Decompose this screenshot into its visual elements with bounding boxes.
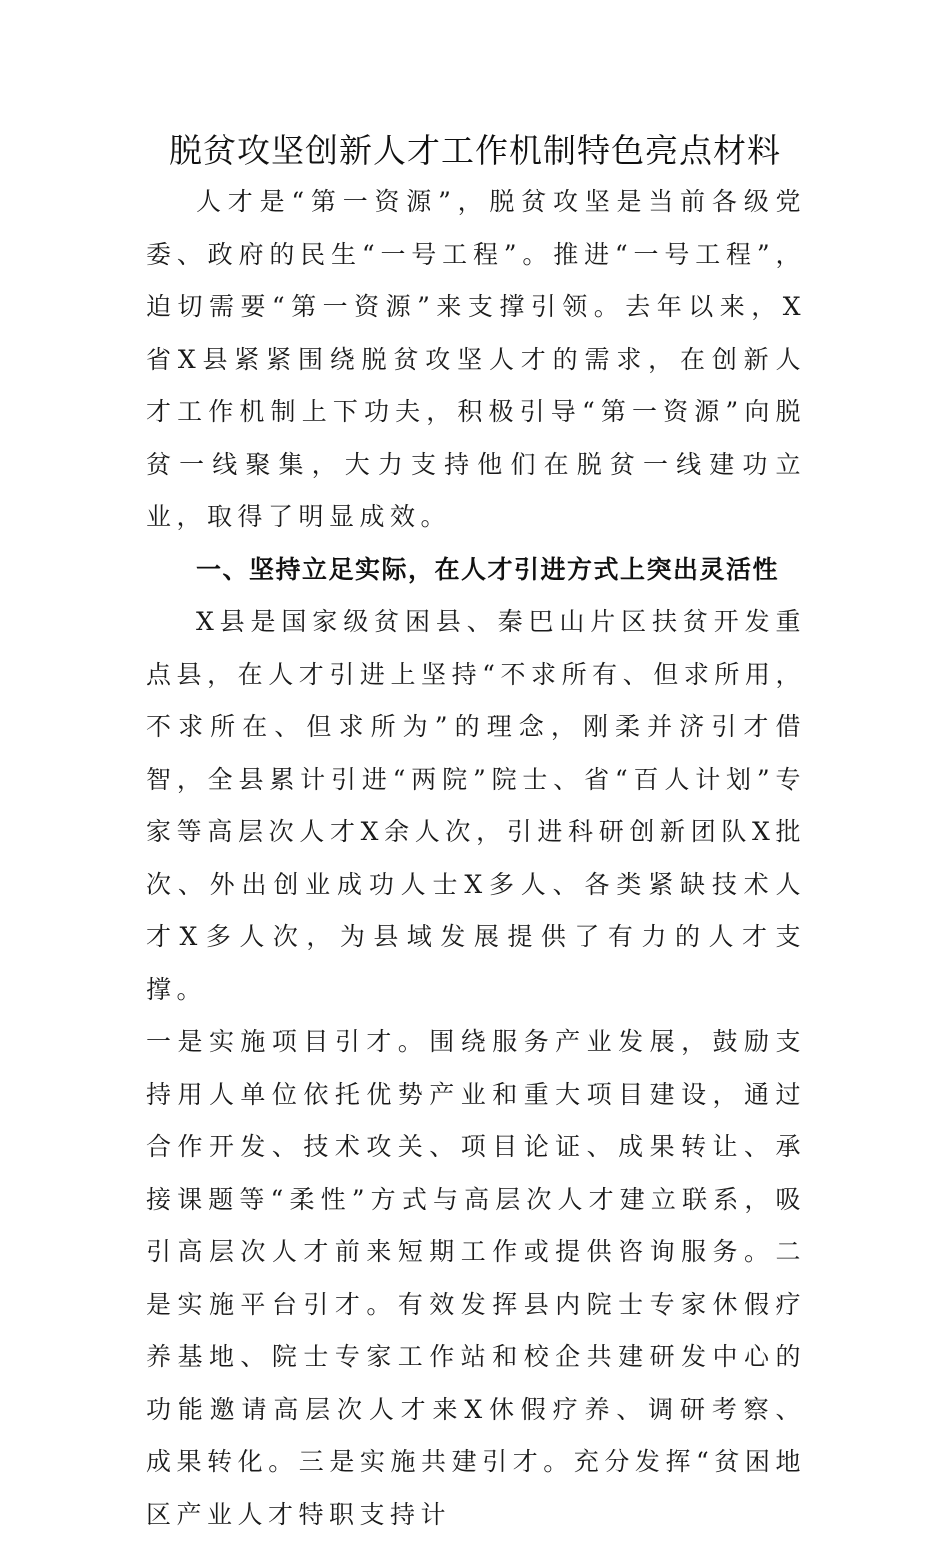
section-paragraph-continued: 一是实施项目引才。围绕服务产业发展，鼓励支持用人单位依托优势产业和重大项目建设，通过合作开发、技术攻关、项目论证、成果转让、承接课题等“柔性”方式与高层次人才建立联系，吸引高层次人才前来短期工作或提供咨询服务。二是实施平台引才。有效发挥县内院士专家休假疗养基地、院士专家工作站和校企共建研发中心的功能邀请高层次人才来X休假疗养、调研考察、成果转化。三是实施共建引才。充分发挥“贫困地区产业人才特职支持计 [146, 1027, 806, 1529]
section-paragraph: X县是国家级贫困县、秦巴山片区扶贫开发重点县，在人才引进上坚持“不求所有、但求所用，不求所在、但求所为”的理念，刚柔并济引才借智，全县累计引进“两院”院士、省“百人计划”专家等高层次人才X余人次，引进科研创新团队X批次、外出创业成功人士X多人、各类紧缺技术人才X多人次，为县域发展提供了有力的人才支撑。 [146, 607, 806, 1004]
intro-paragraph: 人才是“第一资源”，脱贫攻坚是当前各级党委、政府的民生“一号工程”。推进“一号工程”，迫切需要“第一资源”来支撑引领。去年以来，X省X县紧紧围绕脱贫攻坚人才的需求，在创新人才工作机制上下功夫，积极引导“第一资源”向脱贫一线聚集，大力支持他们在脱贫一线建功立业，取得了明显成效。 [146, 187, 806, 531]
section-heading: 一、坚持立足实际，在人才引进方式上突出灵活性 [196, 554, 780, 584]
document-body [146, 176, 806, 1541]
document-title: 脱贫攻坚创新人才工作机制特色亮点材料 [169, 131, 781, 170]
